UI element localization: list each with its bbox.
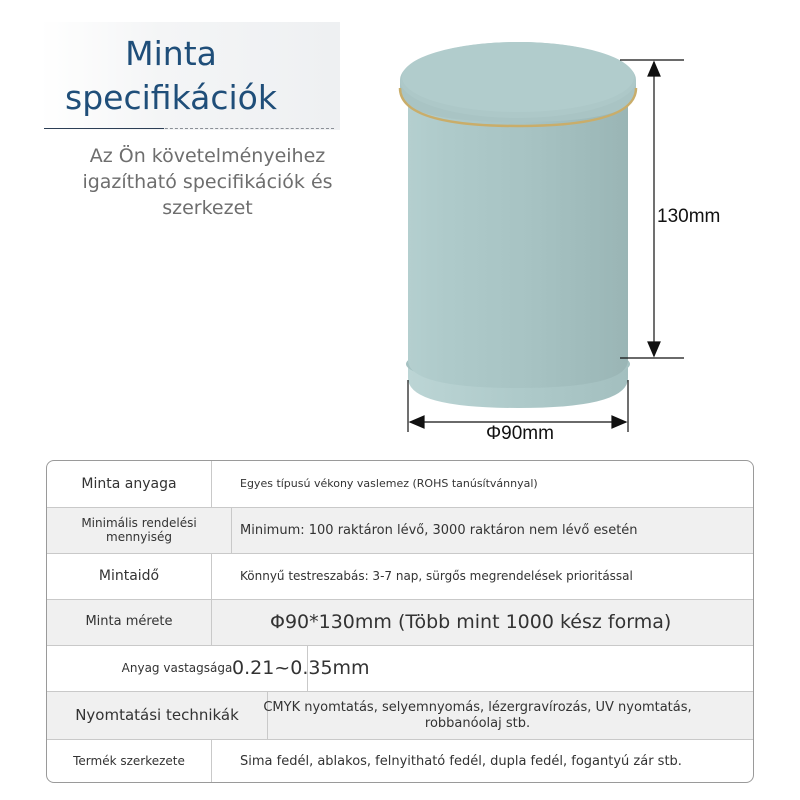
page-subtitle: Az Ön követelményeihez igazítható specifikációk és szerkezet	[82, 145, 333, 219]
spec-value: Φ90*130mm (Több mint 1000 kész forma)	[270, 611, 672, 634]
spec-row-lead-time	[47, 553, 753, 599]
spec-row-thickness	[47, 645, 753, 691]
spec-row-moq	[47, 507, 753, 553]
spec-row-printing	[47, 691, 753, 739]
spec-row-size	[47, 599, 753, 645]
spec-label: Nyomtatási technikák	[47, 692, 268, 739]
page-title: Minta specifikációk	[65, 34, 277, 117]
spec-value: Sima fedél, ablakos, felnyitható fedél, dupla fedél, fogantyú zár stb.	[240, 754, 682, 770]
spec-value: Minimum: 100 raktáron lévő, 3000 raktáron nem lévő esetén	[240, 522, 638, 538]
spec-label: Minta anyaga	[47, 461, 212, 507]
spec-value: CMYK nyomtatás, selyemnyomás, lézergravírozás, UV nyomtatás, robbanóolaj stb.	[263, 699, 692, 731]
spec-label: Mintaidő	[47, 554, 212, 599]
spec-value: Könnyű testreszabás: 3-7 nap, sürgős megrendelések prioritással	[240, 569, 633, 584]
height-label: 130mm	[657, 206, 721, 227]
title-divider-accent	[44, 128, 164, 129]
spec-label: Minta mérete	[47, 600, 212, 645]
spec-value: Egyes típusú vékony vaslemez (ROHS tanúsítvánnyal)	[240, 477, 538, 491]
spec-row-structure	[47, 739, 753, 783]
spec-label: Termék szerkezete	[47, 740, 212, 783]
spec-value: 0.21~0.35mm	[232, 657, 370, 680]
spec-label: Anyag vastagsága	[47, 646, 308, 691]
diameter-label: Φ90mm	[486, 423, 554, 444]
spec-label: Minimális rendelési mennyiség	[47, 508, 232, 553]
spec-row-material	[47, 461, 753, 507]
spec-table	[46, 460, 754, 783]
tin-can-icon	[380, 30, 700, 450]
